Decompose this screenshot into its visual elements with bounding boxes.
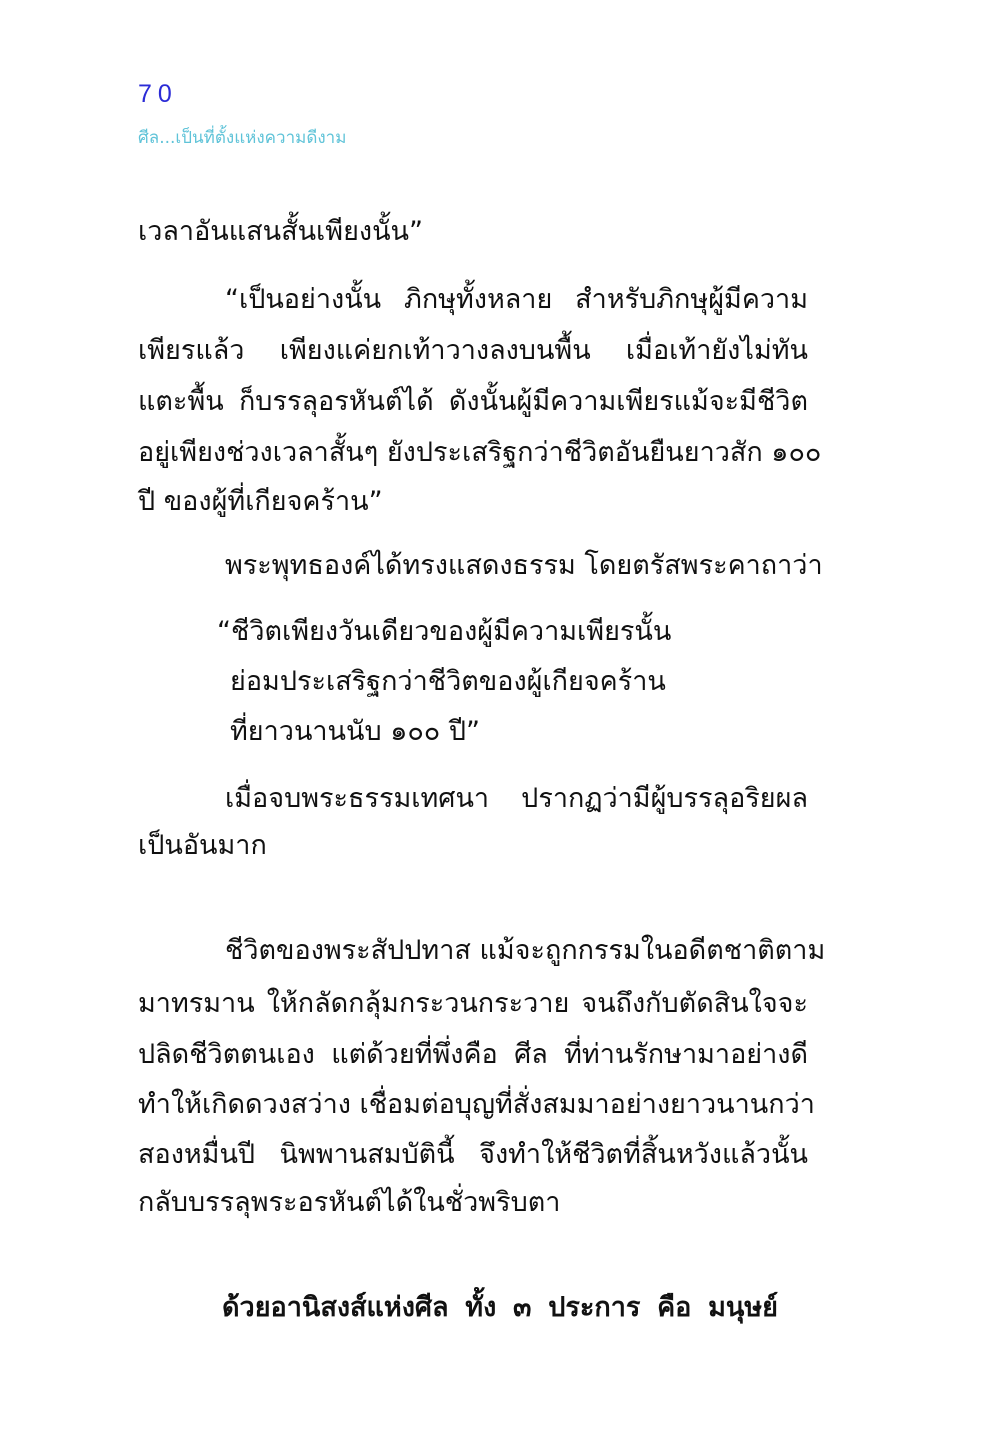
paragraph-line: ปลิดชีวิตตนเอง แต่ด้วยที่พึ่งคือ ศีล ที่ท่านรักษามาอย่างดี: [138, 1039, 808, 1070]
running-title: ศีล...เป็นที่ตั้งแห่งความดีงาม: [138, 128, 347, 148]
paragraph-line: กลับบรรลุพระอรหันต์ได้ในชั่วพริบตา: [138, 1187, 561, 1218]
paragraph-line: “เป็นอย่างนั้น ภิกษุทั้งหลาย สำหรับภิกษุผู้มีความ: [225, 284, 808, 315]
paragraph-line: เป็นอันมาก: [138, 830, 267, 861]
paragraph-line: ทำให้เกิดดวงสว่าง เชื่อมต่อบุญที่สั่งสมมาอย่างยาวนานกว่า: [138, 1089, 815, 1120]
paragraph-line: ชีวิตของพระสัปปทาส แม้จะถูกกรรมในอดีตชาติตาม: [225, 935, 826, 966]
paragraph-line: อยู่เพียงช่วงเวลาสั้นๆ ยังประเสริฐกว่าชีวิตอันยืนยาวสัก ๑๐๐: [138, 437, 822, 468]
paragraph-line: เมื่อจบพระธรรมเทศนา ปรากฏว่ามีผู้บรรลุอริยผล: [225, 783, 808, 814]
verse-line: “ชีวิตเพียงวันเดียวของผู้มีความเพียรนั้น: [217, 616, 672, 647]
paragraph-line: สองหมื่นปี นิพพานสมบัตินี้ จึงทำให้ชีวิตที่สิ้นหวังแล้วนั้น: [138, 1139, 808, 1170]
paragraph-line: มาทรมาน ให้กลัดกลุ้มกระวนกระวาย จนถึงกับตัดสินใจจะ: [138, 988, 808, 1019]
section-heading: ด้วยอานิสงส์แห่งศีล ทั้ง ๓ ประการ คือ มนุษย์: [222, 1292, 778, 1323]
paragraph-line: ปี ของผู้ที่เกียจคร้าน”: [138, 486, 383, 517]
paragraph-line: แตะพื้น ก็บรรลุอรหันต์ได้ ดังนั้นผู้มีความเพียรแม้จะมีชีวิต: [138, 386, 808, 417]
verse-line: ย่อมประเสริฐกว่าชีวิตของผู้เกียจคร้าน: [230, 666, 666, 697]
page-number: 70: [138, 80, 178, 108]
paragraph-line: เพียรแล้ว เพียงแค่ยกเท้าวางลงบนพื้น เมื่อเท้ายังไม่ทัน: [138, 335, 808, 366]
paragraph-line: พระพุทธองค์ได้ทรงแสดงธรรม โดยตรัสพระคาถาว่า: [225, 550, 823, 581]
verse-line: ที่ยาวนานนับ ๑๐๐ ปี”: [230, 716, 481, 747]
paragraph-line: เวลาอันแสนสั้นเพียงนั้น”: [138, 216, 423, 247]
